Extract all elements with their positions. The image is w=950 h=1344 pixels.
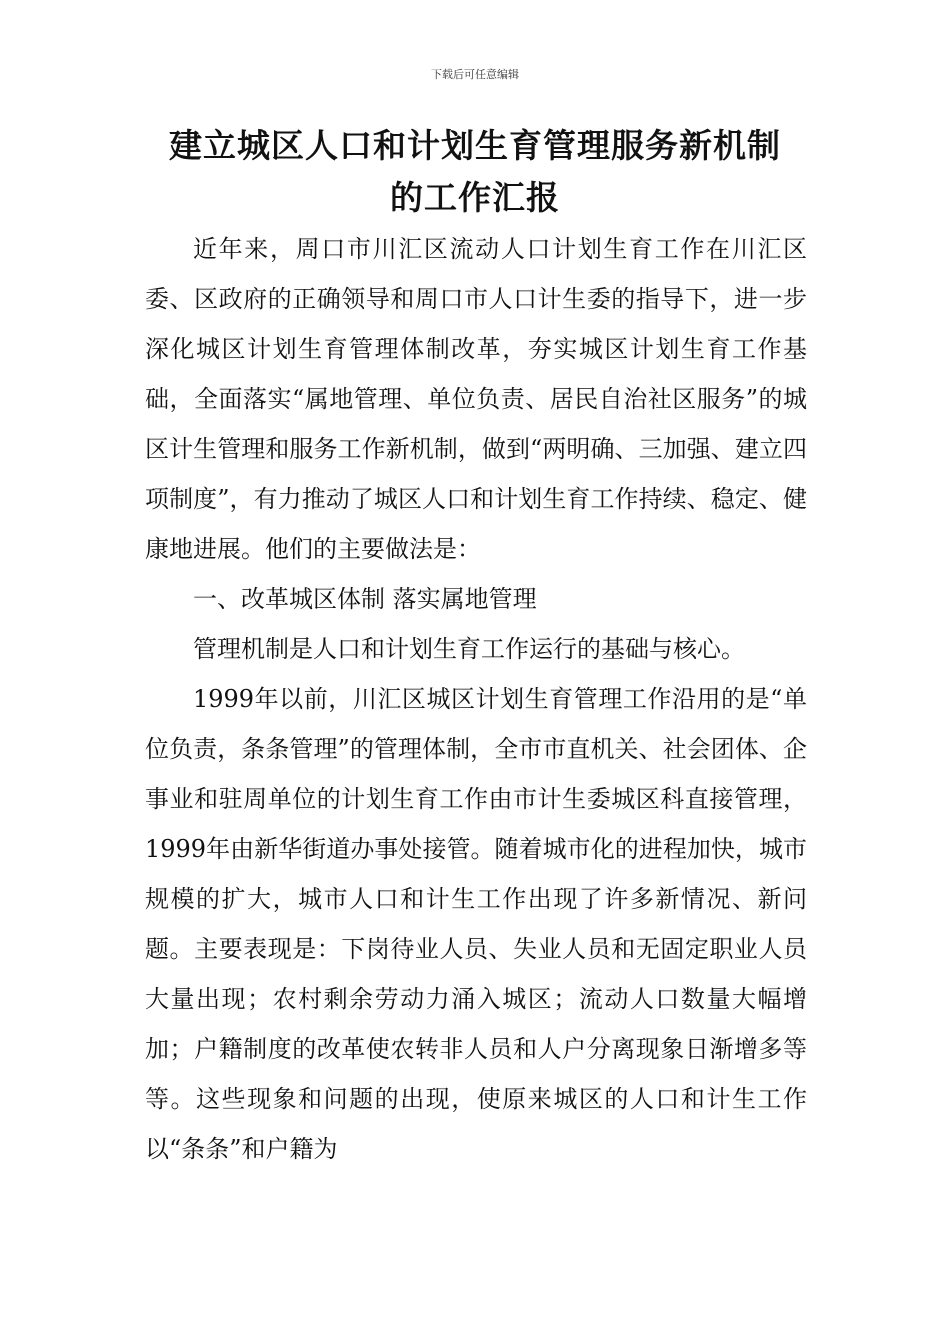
paragraph-intro: 近年来，周口市川汇区流动人口计划生育工作在川汇区委、区政府的正确领导和周口市人口计生委的指导下，进一步深化城区计划生育管理体制改革，夯实城区计划生育工作基础，全面落实“属地管理、单位负责、居民自治社区服务”的城区计生管理和服务工作新机制，做到“两明确、三加强、建立四项制度”，有力推动了城区人口和计划生育工作持续、稳定、健康地进展。他们的主要做法是： — [145, 235, 807, 563]
document-title — [145, 120, 805, 224]
title-line-2: 的工作汇报 — [390, 178, 560, 217]
header-note: 下载后可任意编辑 — [431, 68, 519, 81]
paragraph-history: 1999年以前，川汇区城区计划生育管理工作沿用的是“单位负责，条条管理”的管理体制，全市市直机关、社会团体、企事业和驻周单位的计划生育工作由市计生委城区科直接管理，1999年由新华街道办事处接管。随着城市化的进程加快，城市规模的扩大，城市人口和计生工作出现了许多新情况、新问题。主要表现是：下岗待业人员、失业人员和无固定职业人员大量出现；农村剩余劳动力涌入城区；流动人口数量大幅增加；户籍制度的改革使农转非人员和人户分离现象日渐增多等等。这些现象和问题的出现，使原来城区的人口和计生工作以“条条”和户籍为 — [145, 685, 807, 1163]
title-line-1: 建立城区人口和计划生育管理服务新机制 — [169, 126, 781, 165]
section-heading-1: 一、改革城区体制 落实属地管理 — [193, 585, 537, 613]
document-body — [145, 224, 807, 1174]
paragraph-mechanism: 管理机制是人口和计划生育工作运行的基础与核心。 — [193, 635, 745, 663]
